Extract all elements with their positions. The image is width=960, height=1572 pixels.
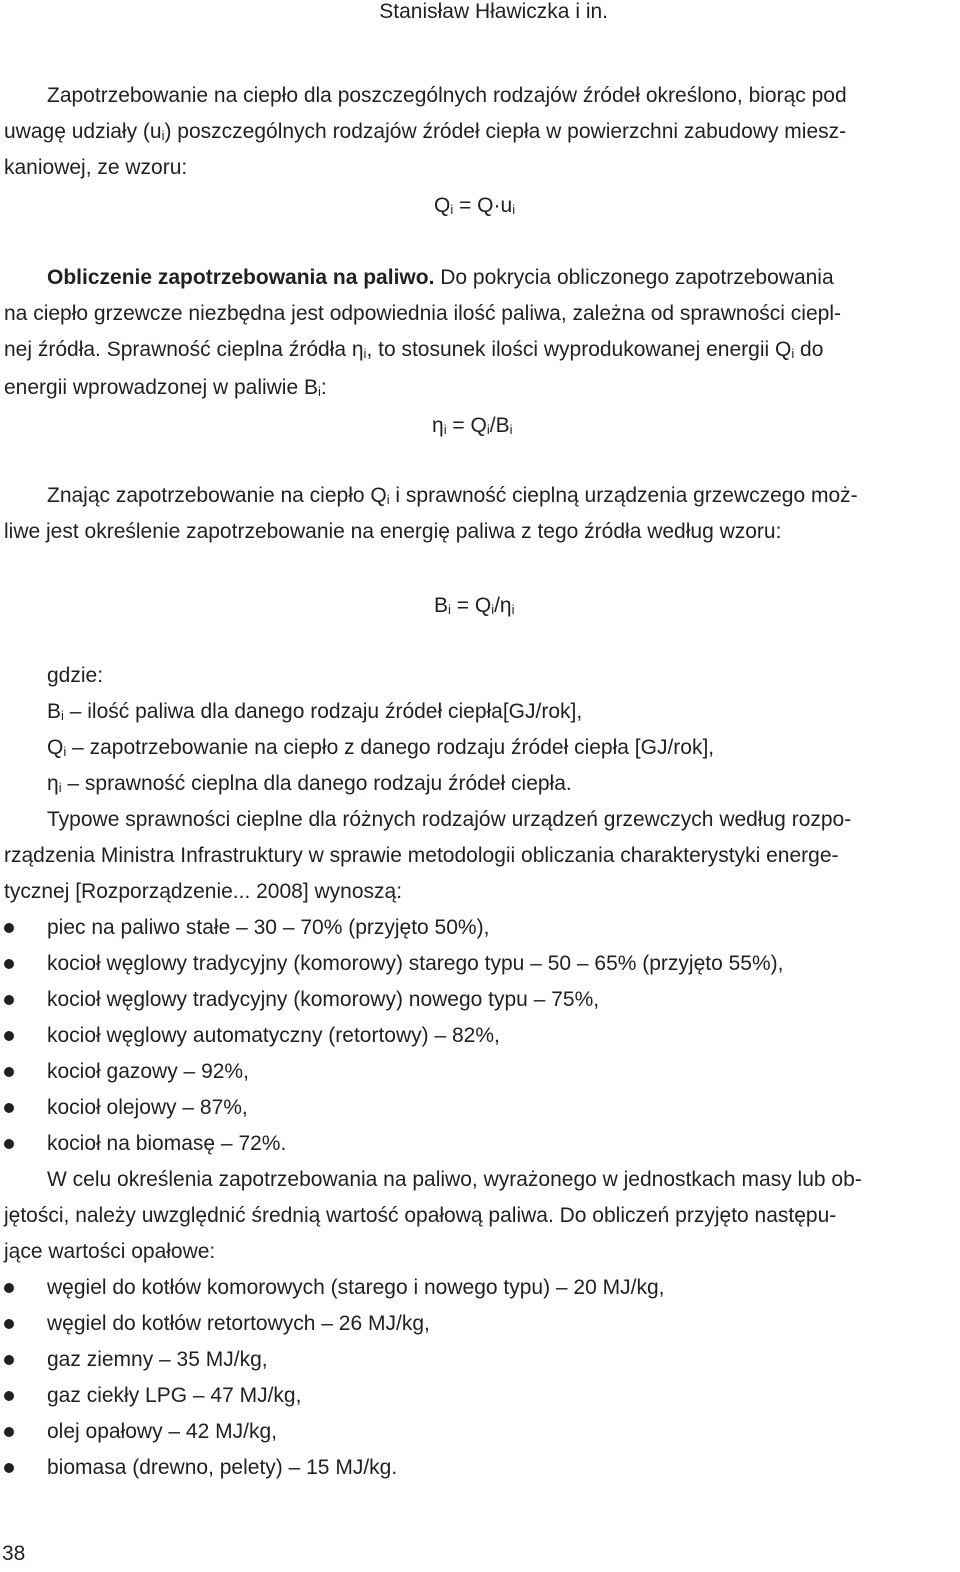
symbol-eta: η — [47, 772, 59, 795]
list-item-text: gaz ciekły LPG – 47 MJ/kg, — [47, 1384, 302, 1407]
list-item-text: kocioł węglowy tradycyjny (komorowy) nowego typu – 75%, — [47, 988, 600, 1011]
subscript-i: i — [486, 422, 490, 437]
para2-line1 — [47, 260, 834, 296]
bullet-icon — [4, 959, 14, 969]
para2-line3 — [4, 332, 956, 368]
subscript-i: i — [61, 708, 64, 723]
formula-divisor: /B — [489, 414, 510, 437]
para1-line2-a: uwagę udziały (u — [4, 120, 162, 143]
list-item-text: kocioł gazowy – 92%, — [47, 1060, 249, 1083]
para2-line4-a: energii wprowadzonej w paliwie B — [4, 376, 318, 399]
para1-line2-b: ) poszczególnych rodzajów źródeł ciepła w powierzchni zabudowy miesz- — [164, 120, 847, 143]
subscript-i: i — [491, 602, 495, 617]
where-q — [47, 730, 714, 766]
para5-line2: jętości, należy uwzględnić średnią wartość opałową paliwa. Do obliczeń przyjęto następu- — [4, 1204, 837, 1227]
bullet-icon — [4, 995, 14, 1005]
bullet-icon — [4, 1103, 14, 1113]
formula-rhs: = Q·u — [453, 194, 513, 217]
para1-line3: kaniowej, ze wzoru: — [4, 156, 188, 179]
para4-line2: rządzenia Ministra Infrastruktury w sprawie metodologii obliczania charakterystyki energe- — [4, 844, 839, 867]
para3-line1-a: Znając zapotrzebowanie na ciepło Q — [47, 484, 387, 507]
subscript-i: i — [511, 602, 515, 617]
formula-rhs: = Q — [446, 414, 487, 437]
bullet-icon — [4, 1031, 14, 1041]
section-heading: Obliczenie zapotrzebowania na paliwo. — [47, 266, 435, 289]
para1-line2 — [4, 114, 846, 150]
bullet-icon — [4, 1067, 14, 1077]
formula-eta — [432, 408, 512, 444]
list-item-text: piec na paliwo stałe – 30 – 70% (przyjęto 50%), — [47, 916, 490, 939]
para2-line4-b: : — [320, 376, 327, 399]
list-item-text: węgiel do kotłów retortowych – 26 MJ/kg, — [47, 1312, 430, 1335]
list-item-text: kocioł na biomasę – 72%. — [47, 1132, 287, 1155]
para2-line1-rest: Do pokrycia obliczonego zapotrzebowania — [434, 266, 834, 289]
bullet-icon — [4, 1463, 14, 1473]
para5-line1: W celu określenia zapotrzebowania na paliwo, wyrażonego w jednostkach masy lub ob- — [47, 1168, 862, 1191]
list-item-text: kocioł olejowy – 87%, — [47, 1096, 248, 1119]
bullet-icon — [4, 1319, 14, 1329]
formula-eta-symbol: η — [432, 414, 444, 437]
symbol-q: Q — [47, 736, 64, 759]
where-eta — [47, 766, 572, 802]
subscript-i: i — [512, 202, 516, 217]
list-item-text: węgiel do kotłów komorowych (starego i nowego typu) – 20 MJ/kg, — [47, 1276, 665, 1299]
subscript-i: i — [58, 780, 62, 795]
bullet-icon — [4, 1427, 14, 1437]
para2-line2: na ciepło grzewcze niezbędna jest odpowiednia ilość paliwa, zależna od sprawności ciepl- — [4, 302, 841, 325]
para4-line3: tycznej [Rozporządzenie... 2008] wynoszą: — [4, 880, 403, 903]
subscript-i: i — [443, 422, 447, 437]
para2-line3-a: nej źródła. Sprawność cieplna źródła η — [4, 338, 364, 361]
para2-line3-b: , to stosunek ilości wyprodukowanej energii Q — [366, 338, 792, 361]
formula-divisor: /η — [494, 594, 512, 617]
where-b-desc: – ilość paliwa dla danego rodzaju źródeł ciepła[GJ/rok], — [63, 700, 583, 723]
formula-q: Q — [434, 194, 451, 217]
formula-qi — [434, 188, 515, 224]
para4-line1: Typowe sprawności cieplne dla różnych rodzajów urządzeń grzewczych według rozpo- — [47, 808, 852, 831]
formula-b: B — [434, 594, 449, 617]
para5-line3: jące wartości opałowe: — [4, 1240, 216, 1263]
symbol-b: B — [47, 700, 62, 723]
subscript-i: i — [318, 384, 321, 399]
para3-line1-b: i sprawność cieplną urządzenia grzewczego moż- — [389, 484, 858, 507]
bullet-icon — [4, 1139, 14, 1149]
subscript-i: i — [386, 492, 390, 507]
formula-bi — [434, 588, 514, 624]
list-item-text: gaz ziemny – 35 MJ/kg, — [47, 1348, 268, 1371]
subscript-i: i — [161, 128, 165, 143]
para2-line4 — [4, 370, 327, 406]
list-item-text: biomasa (drewno, pelety) – 15 MJ/kg. — [47, 1456, 398, 1479]
subscript-i: i — [363, 346, 367, 361]
para2-line3-c: do — [794, 338, 824, 361]
list-item-text: olej opałowy – 42 MJ/kg, — [47, 1420, 277, 1443]
subscript-i: i — [450, 202, 454, 217]
where-eta-desc: – sprawność cieplna dla danego rodzaju źródeł ciepła. — [61, 772, 572, 795]
subscript-i: i — [791, 346, 795, 361]
subscript-i: i — [63, 744, 67, 759]
list-item-text: kocioł węglowy automatyczny (retortowy) – 82%, — [47, 1024, 500, 1047]
formula-rhs: = Q — [450, 594, 492, 617]
page-number: 38 — [2, 1542, 26, 1565]
bullet-icon — [4, 1355, 14, 1365]
bullet-icon — [4, 1283, 14, 1293]
para1-line1: Zapotrzebowanie na ciepło dla poszczególnych rodzajów źródeł określono, biorąc pod — [47, 84, 847, 107]
para3-line1 — [47, 478, 858, 514]
where-label: gdzie: — [47, 664, 104, 687]
subscript-i: i — [509, 422, 513, 437]
subscript-i: i — [448, 602, 451, 617]
running-header: Stanisław Hławiczka i in. — [379, 0, 608, 23]
where-q-desc: – zapotrzebowanie na ciepło z danego rodzaju źródeł ciepła [GJ/rok], — [66, 736, 715, 759]
para3-line2: liwe jest określenie zapotrzebowanie na energię paliwa z tego źródła według wzoru: — [4, 520, 782, 543]
list-item-text: kocioł węglowy tradycyjny (komorowy) starego typu – 50 – 65% (przyjęto 55%), — [47, 952, 784, 975]
bullet-icon — [4, 923, 14, 933]
bullet-icon — [4, 1391, 14, 1401]
where-b — [47, 694, 582, 730]
